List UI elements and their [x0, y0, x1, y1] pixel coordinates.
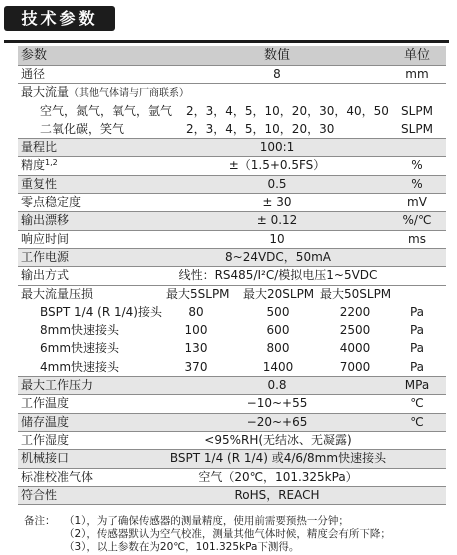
spec-unit: Pa [409, 304, 425, 319]
spec-row-work-temp [18, 395, 446, 413]
footnote-label: 备注： [24, 515, 56, 527]
spec-row-max-pressure [18, 377, 446, 395]
fitting-name: 4mm快速接头 [40, 359, 120, 374]
pressure-value: 370 [184, 359, 208, 374]
spec-value: −20~+65 [246, 414, 308, 429]
fitting-name: BSPT 1/4 (R 1/4)接头 [40, 304, 162, 319]
spec-row-max-flow-air [18, 103, 446, 121]
spec-name: 标准校准气体 [21, 469, 94, 484]
pressure-value: 80 [188, 304, 204, 319]
spec-unit: % [411, 158, 423, 173]
pressure-value: 2200 [339, 304, 371, 319]
fitting-name: 8mm快速接头 [40, 323, 120, 338]
spec-value: 0.8 [267, 378, 287, 393]
spec-name: 输出漂移 [21, 213, 70, 228]
spec-row-range-ratio [18, 139, 446, 157]
pressure-loss-row [18, 304, 446, 322]
spec-value: 10 [269, 231, 285, 246]
spec-row-max-flow-co2 [18, 121, 446, 139]
pressure-value: 2500 [339, 323, 371, 338]
pressure-loss-row [18, 322, 446, 340]
spec-unit: SLPM [401, 121, 433, 136]
spec-unit: % [411, 176, 423, 191]
footnote: 备注： （1），为了确保传感器的测量精度，使用前需要预热一分钟； [24, 515, 349, 527]
pressure-value: 130 [184, 341, 208, 356]
gas-list: 二氧化碳，笑气 [40, 121, 125, 136]
spec-name: 储存温度 [21, 414, 70, 429]
spec-row-calibration [18, 469, 446, 487]
spec-value: −10~+55 [246, 396, 308, 411]
spec-name: 最大流量压损 [21, 286, 94, 301]
spec-unit: ℃ [410, 396, 424, 411]
spec-name: 响应时间 [21, 231, 70, 246]
spec-row-accuracy [18, 157, 446, 175]
flow-values: 2，3，4，5，10，20，30，40，50 [186, 103, 389, 118]
section-title-badge: 技术参数 [4, 6, 115, 31]
spec-name: 工作电源 [21, 249, 70, 264]
spec-row-compliance [18, 487, 446, 505]
spec-row-humidity [18, 432, 446, 450]
spec-row-interface [18, 450, 446, 468]
title-rule [4, 40, 449, 43]
pressure-value: 500 [266, 304, 290, 319]
param-column-header: 参数 [21, 48, 48, 63]
spec-row-pressure-loss [18, 286, 446, 304]
pressure-value: 1400 [262, 359, 294, 374]
pressure-loss-row [18, 359, 446, 377]
footnote-marker: 1,2 [45, 158, 58, 168]
spec-value: ± 30 [262, 195, 292, 210]
spec-note: （其他气体请与厂商联系） [69, 88, 190, 100]
spec-value: <95%RH(无结冰、无凝露) [204, 432, 352, 447]
flow-header: 最大5SLPM [166, 286, 230, 301]
spec-name: 工作湿度 [21, 432, 70, 447]
flow-values: 2，3，4，5，10，20，30 [186, 121, 335, 136]
spec-row-response-time [18, 231, 446, 249]
spec-row-power [18, 249, 446, 267]
spec-row-output [18, 267, 446, 285]
gas-list: 空气，氮气，氧气，氩气 [40, 103, 173, 118]
spec-unit: mm [405, 67, 429, 81]
spec-value: 8 [273, 67, 281, 81]
pressure-value: 100 [184, 323, 208, 338]
spec-row-max-flow [18, 84, 446, 102]
spec-name: 最大流量（其他气体请与厂商联系） [21, 85, 190, 100]
spec-unit: MPa [404, 378, 430, 393]
spec-name: 最大工作压力 [21, 378, 94, 393]
spec-value: 100:1 [259, 140, 295, 155]
pressure-value: 7000 [339, 359, 371, 374]
spec-value: ±（1.5+0.5FS） [228, 158, 326, 173]
spec-unit: ℃ [410, 414, 424, 429]
spec-unit: %/℃ [402, 213, 432, 228]
spec-name: 符合性 [21, 487, 58, 502]
spec-value: BSPT 1/4 (R 1/4) 或4/6/8mm快速接头 [169, 451, 387, 466]
fitting-name: 6mm快速接头 [40, 341, 120, 356]
spec-name: 量程比 [21, 140, 58, 155]
value-column-header: 数值 [263, 48, 290, 63]
spec-unit: Pa [409, 323, 425, 338]
table-header-row [18, 46, 446, 66]
spec-row-zero-stability [18, 194, 446, 212]
spec-name: 通径 [21, 67, 46, 81]
footnote: （2），传感器默认为空气校准，测量其他气体时候，精度会有所下降； [64, 528, 391, 540]
spec-unit: Pa [409, 341, 425, 356]
spec-unit: mV [407, 195, 427, 210]
spec-row-storage-temp [18, 414, 446, 432]
pressure-value: 600 [266, 323, 290, 338]
pressure-loss-row [18, 340, 446, 358]
spec-value: ± 0.12 [256, 213, 298, 228]
spec-row-repeatability [18, 176, 446, 194]
spec-unit: Pa [409, 359, 425, 374]
pressure-value: 800 [266, 341, 290, 356]
spec-value: 线性：RS485/I²C/模拟电压1~5VDC [178, 268, 378, 283]
spec-value: 空气（20℃，101.325kPa） [198, 469, 358, 484]
flow-header: 最大50SLPM [320, 286, 392, 301]
spec-name: 输出方式 [21, 268, 70, 283]
spec-name: 零点稳定度 [21, 195, 82, 210]
spec-row-output-drift [18, 212, 446, 230]
spec-name: 机械接口 [21, 451, 70, 466]
spec-name: 工作温度 [21, 396, 70, 411]
spec-value: RoHS，REACH [234, 487, 320, 502]
footnote: （3），以上参数在为20℃，101.325kPa下测得。 [64, 541, 300, 553]
spec-name: 重复性 [21, 176, 58, 191]
spec-unit: ms [408, 231, 426, 246]
footnotes [24, 515, 391, 554]
spec-row-diameter [18, 66, 446, 84]
spec-table [18, 46, 446, 505]
pressure-value: 4000 [339, 341, 371, 356]
spec-value: 8~24VDC，50mA [225, 249, 331, 264]
spec-value: 0.5 [267, 176, 287, 191]
spec-unit: SLPM [401, 103, 433, 118]
spec-name: 精度$^{1,2}$ [21, 158, 58, 173]
unit-column-header: 单位 [403, 48, 430, 63]
flow-header: 最大20SLPM [243, 286, 315, 301]
